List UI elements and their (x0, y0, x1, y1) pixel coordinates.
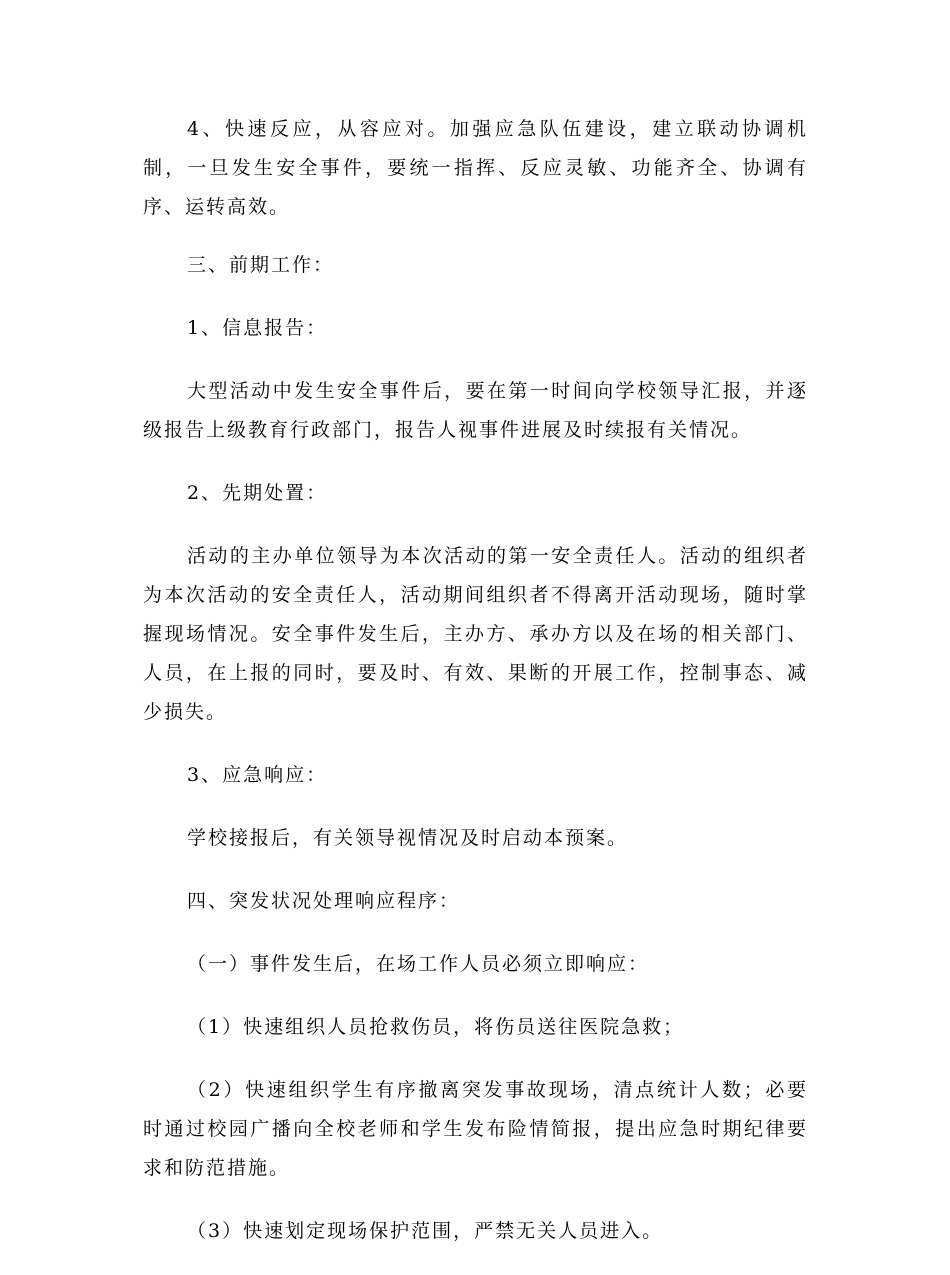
paragraph-information-report: 大型活动中发生安全事件后，要在第一时间向学校领导汇报，并逐级报告上级教育行政部门，报告人视事件进展及时续报有关情况。 (143, 380, 808, 441)
list-item-rescue: （1）快速组织人员抢救伤员，将伤员送往医院急救； (187, 1016, 685, 1038)
heading-incident-procedure: 四、突发状况处理响应程序： (187, 890, 461, 912)
list-item-cordon: （3）快速划定现场保护范围，严禁无关人员进入。 (187, 1220, 664, 1242)
paragraph-emergency-response: 学校接报后，有关领导视情况及时启动本预案。 (187, 827, 629, 849)
paragraph-rapid-response: 4、快速反应，从容应对。加强应急队伍建设，建立联动协调机制，一旦发生安全事件，要统一指挥、反应灵敏、功能齐全、协调有序、运转高效。 (143, 118, 808, 218)
paragraph-staff-response: （一）事件发生后，在场工作人员必须立即响应： (187, 953, 650, 975)
heading-initial-handling: 2、先期处置： (187, 482, 328, 504)
heading-preliminary-work: 三、前期工作： (187, 254, 335, 276)
paragraph-initial-handling: 活动的主办单位领导为本次活动的第一安全责任人。活动的组织者为本次活动的安全责任人，活动期间组织者不得离开活动现场，随时掌握现场情况。安全事件发生后，主办方、承办方以及在场的相关部门、人员，在上报的同时，要及时、有效、果断的开展工作，控制事态、减少损失。 (143, 545, 808, 723)
list-item-evacuate: （2）快速组织学生有序撤离突发事故现场，清点统计人数；必要时通过校园广播向全校老师和学生发布险情简报，提出应急时期纪律要求和防范措施。 (143, 1079, 808, 1179)
heading-emergency-response: 3、应急响应： (187, 764, 328, 786)
document-body (143, 110, 808, 1275)
heading-information-report: 1、信息报告： (187, 317, 328, 339)
